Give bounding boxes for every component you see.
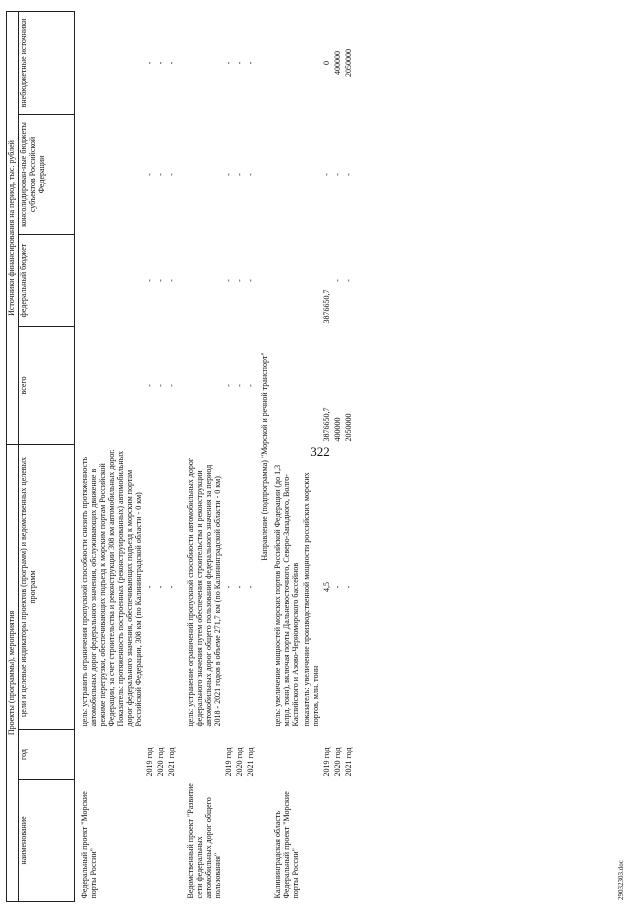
indicator-cell: - bbox=[332, 585, 342, 589]
extra-cell: - bbox=[155, 61, 165, 65]
indicator-label: показатель: увеличение производственной мощности российских морских портов, млн. тонн bbox=[301, 472, 320, 727]
project-goal: цель: устранение ограничений пропускной способности автомобильных дорог федерального значения путем обеспечения строительства и реконструкции автомобильных дорог общего пользования федерального значения за период 2018 - 2021 годов в объеме 271,7 км (по Калининградской области - 0 км) bbox=[186, 457, 223, 727]
extra-cell: 400000 bbox=[332, 50, 342, 75]
federal-cell: - bbox=[166, 279, 176, 282]
extra-cell: - bbox=[166, 61, 176, 65]
total-cell: - bbox=[224, 384, 234, 387]
regional-cell: - bbox=[235, 173, 245, 176]
federal-cell: - bbox=[235, 279, 245, 282]
col-extra-header: внебюджетные источники bbox=[18, 11, 74, 114]
col-federal-header: федеральный бюджет bbox=[18, 235, 74, 327]
year-cell: 2019 год bbox=[144, 747, 154, 777]
total-cell: 2050000 bbox=[343, 413, 353, 442]
regional-cell: - bbox=[332, 173, 342, 176]
indicator-cell: - bbox=[246, 585, 256, 589]
year-cell: 2019 год bbox=[224, 747, 234, 777]
col-total-header: всего bbox=[18, 327, 74, 445]
project-name: Федеральный проект "Морские порты России" bbox=[79, 791, 98, 899]
project-goal: цель: увеличение мощностей морских портов Российской Федерации (до 1,3 млрд. тонн), включая порты Дальневосточного, Северо-Западного, Волго-Каспийского и Азово-Черноморского бассейнов bbox=[273, 464, 301, 727]
extra-cell: - bbox=[224, 61, 234, 65]
year-cell: 2020 год bbox=[235, 747, 245, 777]
year-row bbox=[333, 11, 344, 901]
project-name: Ведомственный проект "Развитие сети федеральных автомобильных дорог общего пользования" bbox=[186, 783, 223, 899]
col-name-header: наименование bbox=[18, 780, 74, 902]
funding-group-header: Источники финансирования на период, тыс. рублей bbox=[7, 11, 19, 444]
indicator-cell: - bbox=[235, 585, 245, 589]
year-cell: 2021 год bbox=[246, 747, 256, 777]
federal-cell: - bbox=[332, 279, 342, 282]
federal-cell: - bbox=[224, 279, 234, 282]
indicator-cell: - bbox=[343, 585, 353, 589]
header-group-row bbox=[7, 11, 19, 901]
regional-cell: - bbox=[155, 173, 165, 176]
year-cell: 2020 год bbox=[155, 747, 165, 777]
year-row bbox=[145, 11, 156, 901]
regional-cell: - bbox=[144, 173, 154, 176]
indicator-cell: - bbox=[144, 585, 154, 589]
page-number: 322 bbox=[310, 444, 330, 459]
total-cell: - bbox=[144, 384, 154, 387]
col-goals-header: цели и целевые индикаторы проектов (программ) и ведомственных целевых программ bbox=[18, 445, 74, 730]
project-goal: цель: устранить ограничения пропускной способности снизить протяженность автомобильных дорог федерального значения, обслуживающих движение в режиме перегрузки, обеспечивающих подъезд к морским портам Российской Федерации, за счет строительства и реконструкции 308 км автомобильных дорог. Показатель: протяженность построенных (реконструированных) автомобильных дорог федерального значения, обеспечивающих подъезд к морским портам Российской Федерации, 308 км (по Калининградской области - 0 км) bbox=[79, 449, 143, 727]
projects-group-header: Проекты (программы), мероприятия bbox=[7, 445, 19, 902]
section-row bbox=[257, 11, 273, 901]
total-cell: 3876650,7 bbox=[321, 407, 331, 442]
year-row bbox=[167, 11, 178, 901]
indicator-cell: - bbox=[224, 585, 234, 589]
indicator-cell: - bbox=[155, 585, 165, 589]
year-cell: 2021 год bbox=[343, 747, 353, 777]
extra-cell: 2050000 bbox=[343, 48, 353, 77]
federal-cell: 3876650,7 bbox=[321, 289, 331, 324]
regional-cell: - bbox=[224, 173, 234, 176]
total-cell: - bbox=[155, 384, 165, 387]
year-row bbox=[224, 11, 235, 901]
total-cell: - bbox=[166, 384, 176, 387]
section-title: Направление (подпрограмма) "Морской и речной транспорт" bbox=[260, 352, 270, 561]
federal-cell: - bbox=[144, 279, 154, 282]
total-cell: - bbox=[246, 384, 256, 387]
regional-cell: - bbox=[246, 173, 256, 176]
col-year-header: год bbox=[18, 730, 74, 780]
year-row bbox=[344, 11, 355, 901]
indicator-cell: 4,5 bbox=[321, 582, 331, 592]
federal-cell: - bbox=[155, 279, 165, 282]
regional-cell: - bbox=[321, 173, 331, 176]
year-row bbox=[156, 11, 167, 901]
extra-cell: - bbox=[246, 61, 256, 65]
total-cell: 400000 bbox=[332, 417, 342, 442]
indicator-cell: - bbox=[166, 585, 176, 589]
year-row bbox=[322, 11, 333, 901]
total-cell: - bbox=[235, 384, 245, 387]
project-name: Калининградская область Федеральный проект "Морские порты России" bbox=[273, 791, 301, 899]
year-row bbox=[246, 11, 257, 901]
federal-cell: - bbox=[343, 279, 353, 282]
extra-cell: 0 bbox=[321, 60, 331, 65]
year-cell: 2020 год bbox=[332, 747, 342, 777]
regional-cell: - bbox=[343, 173, 353, 176]
project-row bbox=[273, 11, 302, 901]
funding-table bbox=[6, 11, 355, 902]
extra-cell: - bbox=[235, 61, 245, 65]
project-row bbox=[74, 11, 144, 901]
federal-cell: - bbox=[246, 279, 256, 282]
regional-cell: - bbox=[166, 173, 176, 176]
file-footnote: 29032303.doc bbox=[617, 860, 625, 900]
indicator-label-row bbox=[302, 11, 322, 901]
project-row bbox=[186, 11, 224, 901]
extra-cell: - bbox=[144, 61, 154, 65]
year-cell: 2021 год bbox=[166, 747, 176, 777]
header-columns-row bbox=[18, 11, 74, 901]
year-row bbox=[235, 11, 246, 901]
year-cell: 2019 год bbox=[321, 747, 331, 777]
col-regional-header: консолидирован-ные бюджеты субъектов Российской Федерации bbox=[18, 115, 74, 235]
